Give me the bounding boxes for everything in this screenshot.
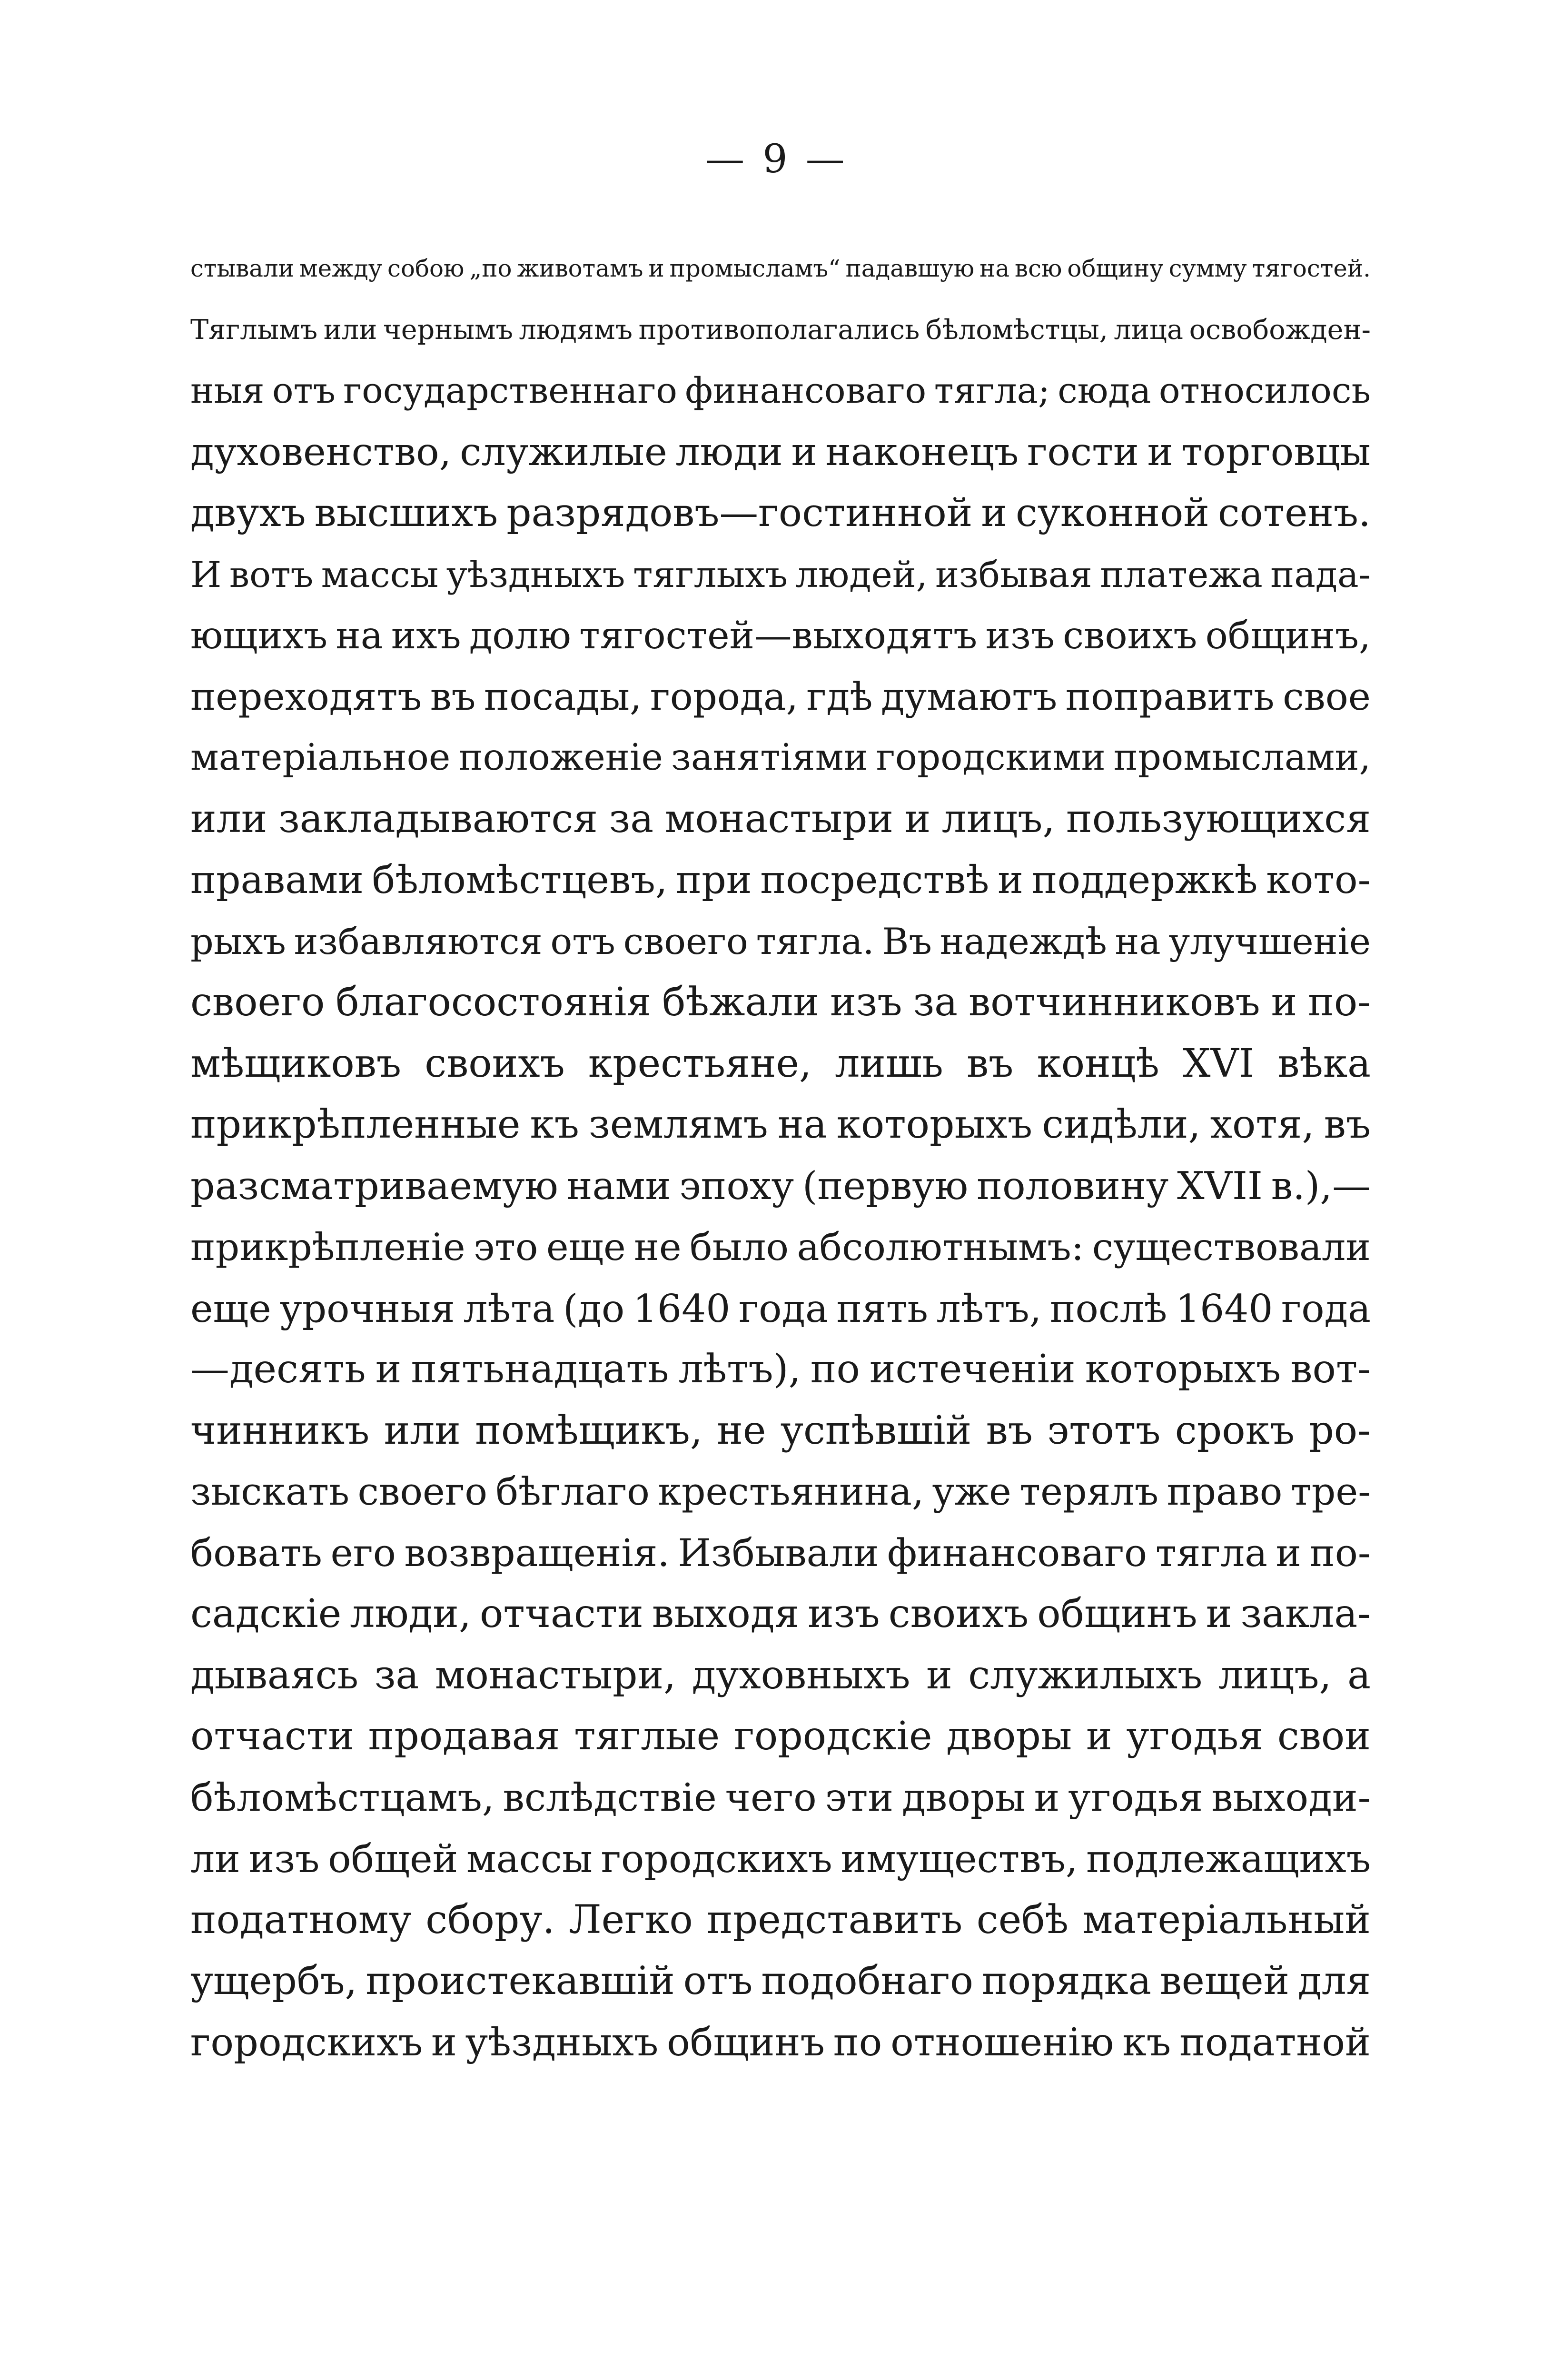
word: ро- bbox=[1309, 1408, 1371, 1453]
word: или bbox=[384, 1408, 461, 1453]
word: служилые bbox=[460, 429, 667, 475]
word: вслѣдствіе bbox=[503, 1775, 717, 1820]
text-line bbox=[190, 911, 1371, 972]
word: XVI bbox=[1183, 1041, 1255, 1086]
word: вотчинниковъ bbox=[968, 980, 1260, 1025]
word: право bbox=[1167, 1470, 1283, 1514]
word: лѣта bbox=[463, 1286, 555, 1331]
word: служилыхъ bbox=[968, 1652, 1203, 1698]
word: угодья bbox=[1068, 1775, 1203, 1820]
word: лишь bbox=[835, 1041, 943, 1086]
word: дываясь bbox=[190, 1652, 359, 1698]
word: отчасти bbox=[480, 1591, 643, 1636]
word: отъ bbox=[272, 370, 336, 411]
word: пятьнадцать bbox=[411, 1347, 669, 1392]
word: въ bbox=[430, 674, 476, 719]
word: общей bbox=[328, 1836, 458, 1881]
word: пада- bbox=[1270, 553, 1371, 595]
text-line bbox=[190, 1584, 1371, 1645]
word: это bbox=[474, 1225, 538, 1269]
word: ущербъ, bbox=[190, 1958, 357, 2003]
word: для bbox=[1297, 1958, 1371, 2003]
word: матеріальное bbox=[190, 736, 451, 779]
word: которыхъ bbox=[1085, 1347, 1281, 1392]
word: и bbox=[926, 1652, 952, 1698]
word: рыхъ bbox=[190, 920, 286, 962]
word: по bbox=[833, 2020, 882, 2065]
word: податной bbox=[1179, 2020, 1371, 2065]
word: и bbox=[1206, 1591, 1232, 1636]
word: нами bbox=[566, 1163, 671, 1209]
word: изъ bbox=[248, 1836, 320, 1881]
word: отношенію bbox=[890, 2020, 1114, 2065]
word: на bbox=[1115, 920, 1161, 962]
word: изъ bbox=[830, 980, 902, 1025]
word: срокъ bbox=[1175, 1408, 1295, 1453]
text-line bbox=[190, 1278, 1371, 1339]
word: финансоваго bbox=[685, 370, 927, 411]
word: тягла bbox=[1155, 1530, 1267, 1575]
word: суконной bbox=[1015, 490, 1209, 536]
word: бѣжали bbox=[662, 980, 820, 1025]
word: проистекавшій bbox=[366, 1958, 675, 2003]
word: было bbox=[689, 1225, 789, 1269]
word: лицъ, bbox=[1218, 1652, 1332, 1698]
word: лица bbox=[1114, 314, 1183, 346]
word: своихъ bbox=[888, 1591, 1029, 1636]
text-line bbox=[190, 1645, 1371, 1706]
word: въ bbox=[1324, 1102, 1371, 1147]
word: городскихъ bbox=[601, 1836, 832, 1881]
text-line bbox=[190, 850, 1371, 911]
word: тяглыхъ bbox=[633, 553, 788, 595]
word: гдѣ bbox=[806, 674, 873, 719]
word: крестьянина, bbox=[658, 1470, 924, 1514]
word: лѣтъ), bbox=[678, 1347, 801, 1392]
word: въ bbox=[966, 1041, 1014, 1086]
word: пять bbox=[836, 1286, 928, 1331]
word: урочныя bbox=[279, 1286, 455, 1331]
word: и bbox=[904, 796, 931, 842]
text-line bbox=[190, 1094, 1371, 1156]
word: посады, bbox=[484, 674, 642, 719]
word: и bbox=[981, 490, 1007, 536]
word: послѣ bbox=[1049, 1286, 1167, 1331]
word: дворы bbox=[902, 1775, 1026, 1820]
word: избывая bbox=[935, 553, 1092, 595]
word: благосостоянія bbox=[336, 980, 652, 1025]
word: своихъ bbox=[1063, 614, 1197, 657]
word: свои bbox=[1277, 1714, 1371, 1759]
word: истеченіи bbox=[869, 1347, 1076, 1392]
word: бѣглаго bbox=[495, 1470, 650, 1514]
word: людей, bbox=[795, 553, 928, 595]
text-line bbox=[190, 1890, 1371, 1951]
word: продавая bbox=[368, 1714, 560, 1759]
word: всю bbox=[1015, 255, 1062, 282]
word: занятіями bbox=[671, 736, 868, 779]
word: закла- bbox=[1240, 1591, 1371, 1636]
word: ихъ bbox=[391, 614, 461, 657]
word: в.),— bbox=[1271, 1163, 1371, 1209]
word: и bbox=[1034, 1775, 1060, 1820]
word: изъ bbox=[808, 1591, 880, 1636]
word: чего bbox=[725, 1775, 817, 1820]
word: на bbox=[979, 255, 1010, 282]
text-line bbox=[190, 1951, 1371, 2012]
word: за bbox=[913, 980, 958, 1025]
word: люди, bbox=[350, 1591, 471, 1636]
word: подобнаго bbox=[761, 1958, 974, 2003]
word: уѣздныхъ bbox=[465, 2020, 659, 2065]
text-line bbox=[190, 1523, 1371, 1584]
text-line bbox=[190, 422, 1371, 483]
word: промыслами, bbox=[1113, 736, 1371, 779]
word: массы bbox=[321, 553, 439, 595]
word: чинникъ bbox=[190, 1408, 370, 1453]
word: XVII bbox=[1177, 1163, 1263, 1209]
word: наконецъ bbox=[825, 429, 1019, 475]
word: (первую bbox=[802, 1163, 969, 1209]
word: массы bbox=[466, 1836, 593, 1881]
word: возвращенія. bbox=[404, 1530, 670, 1575]
word: и bbox=[1147, 429, 1173, 475]
word: —десять bbox=[190, 1347, 366, 1392]
word: тягла. bbox=[756, 920, 874, 962]
text-line bbox=[190, 238, 1371, 299]
word: а bbox=[1347, 1652, 1371, 1698]
word: вещей bbox=[1159, 1958, 1289, 2003]
word: Тяглымъ bbox=[190, 314, 318, 346]
word: уѣздныхъ bbox=[446, 553, 625, 595]
word: за bbox=[374, 1652, 419, 1698]
word: тре- bbox=[1290, 1470, 1371, 1514]
text-line bbox=[190, 1828, 1371, 1890]
text-line bbox=[190, 1461, 1371, 1523]
word: финансоваго bbox=[887, 1530, 1147, 1575]
word: свое bbox=[1283, 674, 1371, 719]
word: прикрѣпленіе bbox=[190, 1225, 465, 1269]
word: общинъ, bbox=[1205, 614, 1371, 657]
word: концѣ bbox=[1037, 1041, 1159, 1086]
word: своего bbox=[190, 980, 325, 1025]
word: себѣ bbox=[976, 1897, 1069, 1943]
word: крестьяне, bbox=[588, 1041, 812, 1086]
word: или bbox=[190, 796, 267, 842]
word: Легко bbox=[569, 1897, 693, 1943]
word: не bbox=[634, 1225, 682, 1269]
word: или bbox=[323, 314, 377, 346]
word: долю bbox=[469, 614, 571, 657]
word: пользующихся bbox=[1066, 796, 1371, 842]
word: садскіе bbox=[190, 1591, 342, 1636]
word: сбору. bbox=[425, 1897, 555, 1943]
word: сотенъ. bbox=[1217, 490, 1371, 536]
word: еще bbox=[546, 1225, 626, 1269]
word: „по bbox=[469, 255, 512, 282]
word: года bbox=[739, 1286, 828, 1331]
word: думаютъ bbox=[881, 674, 1058, 719]
text-line bbox=[190, 1033, 1371, 1095]
word: имуществъ, bbox=[841, 1836, 1078, 1881]
word: противополагались bbox=[638, 314, 920, 346]
word: отъ bbox=[683, 1958, 753, 2003]
word: терялъ bbox=[1019, 1470, 1159, 1514]
word: податному bbox=[190, 1897, 412, 1943]
word: не bbox=[717, 1408, 766, 1453]
text-line bbox=[190, 299, 1371, 361]
word: положеніе bbox=[458, 736, 663, 779]
word: разрядовъ—гостинной bbox=[506, 490, 973, 536]
word: къ bbox=[1122, 2020, 1171, 2065]
word: платежа bbox=[1100, 553, 1263, 595]
word: отъ bbox=[550, 920, 615, 962]
word: своего bbox=[357, 1470, 488, 1514]
word: хотя, bbox=[1210, 1102, 1315, 1147]
word: между bbox=[299, 255, 383, 282]
word: своихъ bbox=[425, 1041, 565, 1086]
word: ныя bbox=[190, 370, 265, 411]
word: и bbox=[1086, 1714, 1112, 1759]
word: зыскать bbox=[190, 1470, 350, 1514]
word: посредствѣ bbox=[760, 858, 989, 902]
word: духовенство, bbox=[190, 429, 452, 475]
word: улучшеніе bbox=[1168, 920, 1371, 962]
text-line bbox=[190, 544, 1371, 605]
word: дворы bbox=[946, 1714, 1072, 1759]
word: монастыри, bbox=[435, 1652, 676, 1698]
word: подлежащихъ bbox=[1086, 1836, 1371, 1881]
body-text bbox=[190, 238, 1371, 2073]
word: общинъ bbox=[667, 2020, 825, 2065]
word: абсолютнымъ: bbox=[797, 1225, 1084, 1269]
word: еще bbox=[190, 1286, 271, 1331]
word: лѣтъ, bbox=[936, 1286, 1042, 1331]
word: кото- bbox=[1266, 858, 1371, 902]
word: сидѣли, bbox=[1042, 1102, 1201, 1147]
word: эти bbox=[825, 1775, 894, 1820]
word: ли bbox=[190, 1836, 240, 1881]
word: вот- bbox=[1290, 1347, 1371, 1392]
word: торговцы bbox=[1181, 429, 1371, 475]
word: въ bbox=[986, 1408, 1033, 1453]
word: лицъ, bbox=[941, 796, 1055, 842]
word: двухъ bbox=[190, 490, 306, 536]
word: уже bbox=[932, 1470, 1011, 1514]
word: города, bbox=[650, 674, 798, 719]
word: Въ bbox=[882, 920, 932, 962]
word: тягостей—выходятъ bbox=[579, 614, 978, 657]
word: люди bbox=[675, 429, 783, 475]
text-line bbox=[190, 2012, 1371, 2073]
word: поддержкѣ bbox=[1031, 858, 1258, 902]
word: бѣломѣстцамъ, bbox=[190, 1775, 495, 1820]
text-line bbox=[190, 483, 1371, 544]
word: бовать bbox=[190, 1530, 322, 1575]
word: бѣломѣстцы, bbox=[925, 314, 1108, 346]
word: по- bbox=[1308, 980, 1371, 1025]
word: половину bbox=[977, 1163, 1169, 1209]
text-line bbox=[190, 1339, 1371, 1400]
word: его bbox=[330, 1530, 396, 1575]
word: промысламъ“ bbox=[669, 255, 841, 282]
word: Избывали bbox=[678, 1530, 879, 1575]
word: городскихъ bbox=[190, 2020, 423, 2065]
word: отчасти bbox=[190, 1714, 354, 1759]
word: землямъ bbox=[589, 1102, 768, 1147]
word: чернымъ bbox=[383, 314, 513, 346]
word: за bbox=[609, 796, 654, 842]
text-line bbox=[190, 1400, 1371, 1462]
word: государственнаго bbox=[343, 370, 678, 411]
word: (до bbox=[563, 1286, 625, 1331]
word: ющихъ bbox=[190, 614, 328, 657]
word: 1640 bbox=[633, 1286, 731, 1331]
word: и bbox=[1271, 980, 1297, 1025]
word: успѣвшій bbox=[780, 1408, 972, 1453]
word: животамъ bbox=[517, 255, 643, 282]
word: угодья bbox=[1126, 1714, 1263, 1759]
word: на bbox=[777, 1102, 827, 1147]
text-line bbox=[190, 360, 1371, 422]
word: сумму bbox=[1168, 255, 1247, 282]
word: своего bbox=[623, 920, 748, 962]
word: выходи- bbox=[1211, 1775, 1371, 1820]
word: городскіе bbox=[733, 1714, 932, 1759]
word: по bbox=[810, 1347, 860, 1392]
word: бѣломѣстцевъ, bbox=[372, 858, 668, 902]
text-line bbox=[190, 1706, 1371, 1767]
word: гости bbox=[1027, 429, 1139, 475]
word: этотъ bbox=[1047, 1408, 1161, 1453]
word: изъ bbox=[985, 614, 1055, 657]
text-line bbox=[190, 789, 1371, 850]
word: порядка bbox=[981, 1958, 1152, 2003]
word: представить bbox=[707, 1897, 963, 1943]
word: переходятъ bbox=[190, 674, 422, 719]
word: монастыри bbox=[664, 796, 894, 842]
word: помѣщикъ, bbox=[475, 1408, 702, 1453]
word: закладываются bbox=[278, 796, 598, 842]
text-line bbox=[190, 972, 1371, 1033]
word: сюда bbox=[1058, 370, 1151, 411]
text-line bbox=[190, 1767, 1371, 1829]
word: и bbox=[998, 858, 1023, 902]
word: тяглые bbox=[574, 1714, 720, 1759]
word: относилось bbox=[1158, 370, 1371, 411]
word: освобожден- bbox=[1189, 314, 1371, 346]
word: собою bbox=[387, 255, 465, 282]
text-line bbox=[190, 1156, 1371, 1217]
text-line bbox=[190, 666, 1371, 728]
word: при bbox=[676, 858, 752, 902]
word: эпоху bbox=[679, 1163, 794, 1209]
word: существовали bbox=[1092, 1225, 1371, 1269]
word: разсматриваемую bbox=[190, 1163, 558, 1209]
word: духовныхъ bbox=[692, 1652, 910, 1698]
word: матеріальный bbox=[1082, 1897, 1371, 1943]
text-line bbox=[190, 1217, 1371, 1278]
word: года bbox=[1281, 1286, 1371, 1331]
word: высшихъ bbox=[314, 490, 498, 536]
word: которыхъ bbox=[836, 1102, 1033, 1147]
word: вотъ bbox=[229, 553, 314, 595]
text-line bbox=[190, 727, 1371, 789]
word: правами bbox=[190, 858, 364, 902]
word: на bbox=[336, 614, 383, 657]
word: вѣка bbox=[1277, 1041, 1371, 1086]
word: избавляются bbox=[294, 920, 543, 962]
word: падавшую bbox=[845, 255, 975, 282]
word: мѣщиковъ bbox=[190, 1041, 402, 1086]
word: тягла; bbox=[934, 370, 1050, 411]
word: по- bbox=[1309, 1530, 1371, 1575]
word: поправить bbox=[1065, 674, 1275, 719]
word: надеждѣ bbox=[940, 920, 1107, 962]
word: общинъ bbox=[1037, 1591, 1197, 1636]
word: и bbox=[431, 2020, 457, 2065]
word: и bbox=[648, 255, 664, 282]
word: и bbox=[375, 1347, 402, 1392]
word: тягостей. bbox=[1252, 255, 1371, 282]
page-number: — 9 — bbox=[705, 137, 848, 182]
word: 1640 bbox=[1176, 1286, 1273, 1331]
word: И bbox=[190, 553, 222, 595]
word: стывали bbox=[190, 255, 294, 282]
word: прикрѣпленные bbox=[190, 1102, 521, 1147]
word: общину bbox=[1067, 255, 1164, 282]
text-line bbox=[190, 605, 1371, 666]
word: городскими bbox=[876, 736, 1106, 779]
word: и bbox=[791, 429, 817, 475]
word: людямъ bbox=[519, 314, 633, 346]
word: выходя bbox=[652, 1591, 800, 1636]
word: и bbox=[1276, 1530, 1301, 1575]
word: къ bbox=[530, 1102, 579, 1147]
